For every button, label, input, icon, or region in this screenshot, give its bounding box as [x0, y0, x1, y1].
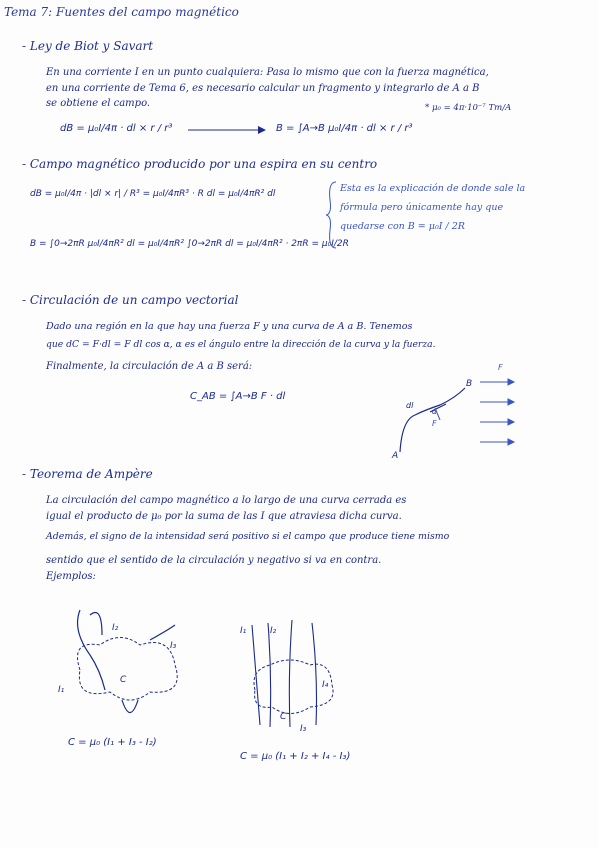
ex1-label-I3: I₃	[170, 641, 177, 651]
ex1-label-I2: I₂	[112, 623, 119, 633]
ampere-line-1: La circulación del campo magnético a lo largo de una curva cerrada es	[46, 495, 407, 506]
espira-note-line-3: quedarse con B = μ₀I / 2R	[340, 221, 465, 232]
section-heading-circulacion: - Circulación de un campo vectorial	[22, 293, 239, 307]
mu0-constant-note: * μ₀ = 4π·10⁻⁷ Tm/A	[425, 103, 512, 113]
biot-savart-B-equation: B = ∫A→B μ₀I/4π · dl × r / r³	[276, 123, 413, 134]
circulacion-line-3: Finalmente, la circulación de A a B será:	[46, 361, 253, 372]
ampere-line-3: Además, el signo de la intensidad será positivo si el campo que produce tiene mismo	[46, 531, 450, 542]
ex2-label-C: C	[280, 712, 287, 722]
circulacion-line-1: Dado una región en la que hay una fuerza F y una curva de A a B. Tenemos	[46, 321, 413, 332]
ampere-example-2-diagram	[230, 615, 360, 735]
espira-dB-equation: dB = μ₀I/4π · |dl × r| / R³ = μ₀I/4πR³ · R dl = μ₀I/4πR² dl	[30, 189, 276, 199]
biot-savart-line-2: en una corriente de Tema 6, es necesario calcular un fragmento y integrarlo de A a B	[46, 83, 480, 94]
section-heading-ampere: - Teorema de Ampère	[22, 467, 153, 481]
circulacion-equation: C_AB = ∫A→B F · dl	[190, 391, 286, 402]
circulation-diagram	[380, 360, 530, 460]
espira-note-line-2: fórmula pero únicamente hay que	[340, 202, 504, 213]
ampere-example-2-formula: C = μ₀ (I₁ + I₂ + I₄ - I₃)	[240, 751, 351, 762]
note-bracket	[326, 180, 338, 250]
espira-B-equation: B = ∫0→2πR μ₀I/4πR² dl = μ₀I/4πR² ∫0→2πR dl = μ₀I/4πR² · 2πR = μ₀I/2R	[30, 239, 349, 249]
ex2-label-I2: I₂	[270, 626, 277, 636]
equation-arrow	[188, 120, 268, 140]
espira-note-line-1: Esta es la explicación de donde sale la	[340, 183, 526, 194]
biot-savart-line-1: En una corriente I en un punto cualquiera: Pasa lo mismo que con la fuerza magnética,	[46, 67, 489, 78]
ampere-line-4: sentido que el sentido de la circulación y negativo si va en contra.	[46, 555, 382, 566]
ex1-label-C: C	[120, 675, 127, 685]
diagram-label-A: A	[392, 451, 399, 460]
diagram-label-alpha: α	[432, 408, 437, 416]
ampere-example-1-formula: C = μ₀ (I₁ + I₃ - I₂)	[68, 737, 157, 748]
field-arrows	[480, 379, 514, 445]
section-heading-espira: - Campo magnético producido por una espira en su centro	[22, 157, 378, 171]
diagram-label-B: B	[466, 379, 473, 389]
ex2-label-I3: I₃	[300, 724, 307, 734]
ex1-label-I1: I₁	[58, 685, 65, 695]
biot-savart-line-3: se obtiene el campo.	[46, 98, 151, 109]
ampere-line-2: igual el producto de μ₀ por la suma de las I que atraviesa dicha curva.	[46, 511, 402, 522]
ex2-label-I4: I₄	[322, 680, 329, 690]
page-title: Tema 7: Fuentes del campo magnético	[4, 5, 239, 19]
section-heading-biot-savart: - Ley de Biot y Savart	[22, 39, 154, 53]
diagram-label-dl: dl	[406, 401, 414, 410]
ampere-line-5: Ejemplos:	[46, 571, 96, 582]
circulacion-line-2: que dC = F·dl = F dl cos α, α es el ángulo entre la dirección de la curva y la fuerza.	[46, 339, 436, 350]
ampere-example-1-diagram	[50, 600, 200, 730]
diagram-label-F: F	[432, 419, 437, 428]
diagram-label-F-field: F	[498, 363, 503, 372]
ex2-label-I1: I₁	[240, 626, 247, 636]
biot-savart-dB-equation: dB = μ₀I/4π · dl × r / r³	[60, 123, 173, 134]
